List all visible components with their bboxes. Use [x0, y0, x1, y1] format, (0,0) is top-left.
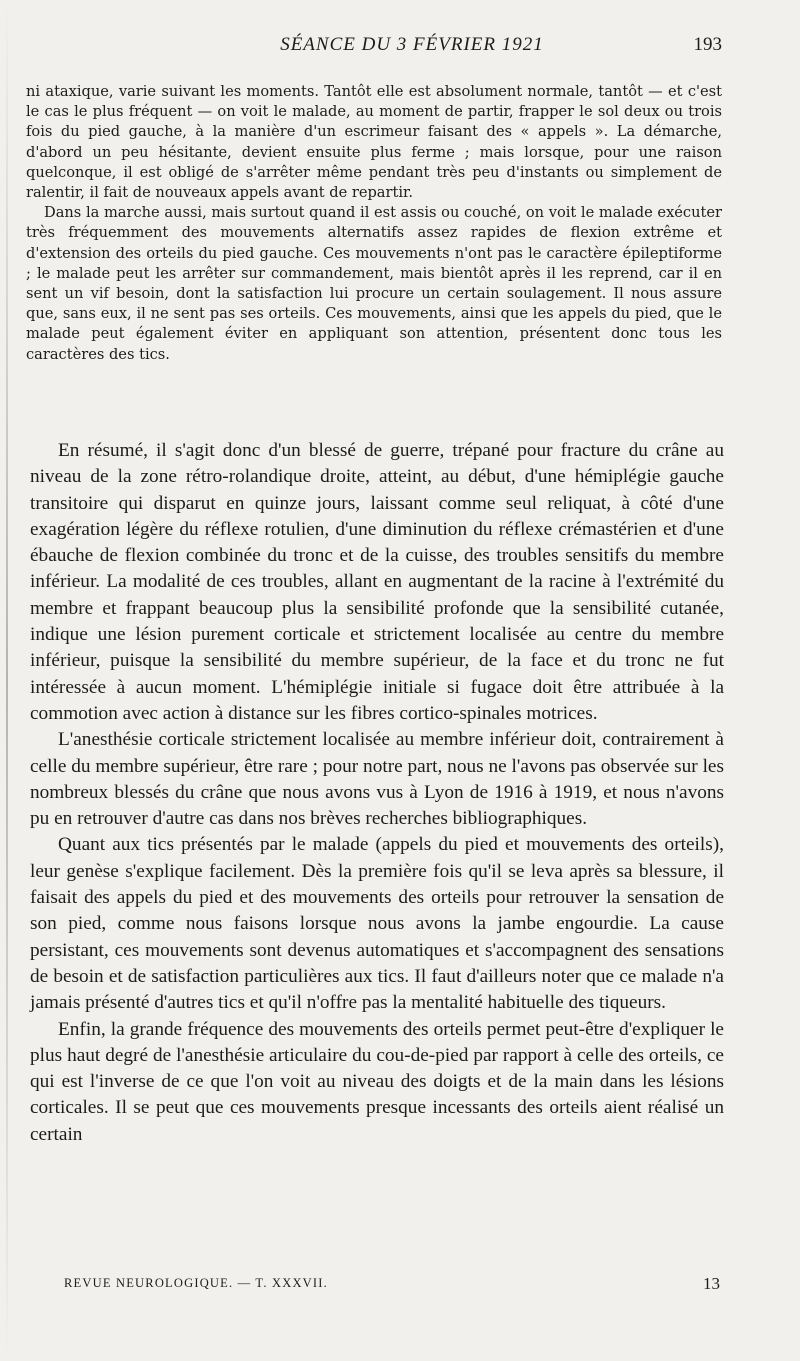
- journal-footer: REVUE NEUROLOGIQUE. — T. XXXVII.: [64, 1276, 328, 1290]
- anesthesia-paragraph: L'anesthésie corticale strictement localisée au membre inférieur doit, contrairement à celle du membre supérieur, être rare ; pour notre part, nous ne l'avons pas observée sur les nombreux blessés du crâne que nous avons vus à Lyon de 1916 à 1919, et nous n'avons pu en retrouver d'autre cas dans nos brèves recherches bibliographiques.: [30, 729, 724, 830]
- signature-mark: 13: [703, 1274, 720, 1293]
- small-paragraph-1: ni ataxique, varie suivant les moments. Tantôt elle est absolument normale, tantôt — et c'est le cas le plus fréquent — on voit le malade, au moment de partir, frapper le sol deux ou trois fois du pied gauche, à la manière d'un escrimeur faisant des « appels ». La démarche, d'abord un peu hésitante, devient ensuite plus ferme ; mais lorsque, pour une raison quelconque, il est obligé de s'arrêter même pendant très peu d'instants ou simplement de ralentir, il fait de nouveaux appels avant de repartir.: [26, 83, 722, 202]
- page-header: [32, 34, 722, 62]
- small-paragraph-2: Dans la marche aussi, mais surtout quand il est assis ou couché, on voit le malade exécuter très fréquemment des mouvements alternatifs assez rapides de flexion extrême et d'extension des orteils du pied gauche. Ces mouvements n'ont pas le caractère épileptiforme ; le malade peut les arrêter sur commandement, mais bientôt après il les reprend, car il en sent un vif besoin, dont la satisfaction lui procure un certain soulagement. Il nous assure que, sans eux, il ne sent pas ses orteils. Ces mouvements, ainsi que les appels du pied, que le malade peut également éviter en appliquant son attention, présentent donc tous les caractères des tics.: [26, 204, 722, 363]
- running-title: SÉANCE DU 3 FÉVRIER 1921: [280, 34, 544, 55]
- page-number: 193: [693, 34, 722, 55]
- page-footer: [64, 1276, 720, 1298]
- main-text-section: [30, 438, 724, 1148]
- tics-paragraph: Quant aux tics présentés par le malade (appels du pied et mouvements des orteils), leur genèse s'explique facilement. Dès la première fois qu'il se leva après sa blessure, il faisait des appels du pied et des mouvements des orteils pour retrouver la sensation de son pied, comme nous faisons lorsque nous avons la jambe engourdie. La cause persistant, ces mouvements sont devenus automatiques et s'accompagnent des sensations de besoin et de satisfaction particulières aux tics. Il faut d'ailleurs noter que ce malade n'a jamais présenté d'autres tics et qu'il n'offre pas la mentalité habituelle des tiqueurs.: [30, 834, 724, 1014]
- summary-paragraph: En résumé, il s'agit donc d'un blessé de guerre, trépané pour fracture du crâne au niveau de la zone rétro-rolandique droite, atteint, au début, d'une hémiplégie gauche transitoire qui disparut en quinze jours, laissant comme seul reliquat, à côté d'une exagération légère du réflexe rotulien, d'une diminution du réflexe crémastérien et d'une ébauche de flexion combinée du tronc et de la cuisse, des troubles sensitifs du membre inférieur. La modalité de ces troubles, allant en augmentant de la racine à l'extrémité du membre et frappant beaucoup plus la sensibilité profonde que la sensibilité cutanée, indique une lésion purement corticale et strictement localisée au centre du membre inférieur, puisque la sensibilité du membre supérieur, de la face et du tronc ne fut intéressée à aucun moment. L'hémiplégie initiale si fugace doit être attribuée à la commotion avec action à distance sur les fibres cortico-spinales motrices.: [30, 440, 724, 724]
- conclusion-paragraph: Enfin, la grande fréquence des mouvements des orteils permet peut-être d'expliquer le plus haut degré de l'anesthésie articulaire du cou-de-pied par rapport à celle des orteils, ce qui est l'inverse de ce que l'on voit au niveau des doigts et de la main dans les lésions corticales. Il se peut que ces mouvements presque incessants des orteils aient réalisé un certain: [30, 1018, 724, 1145]
- small-print-section: [26, 82, 722, 365]
- scan-edge: [6, 0, 8, 1361]
